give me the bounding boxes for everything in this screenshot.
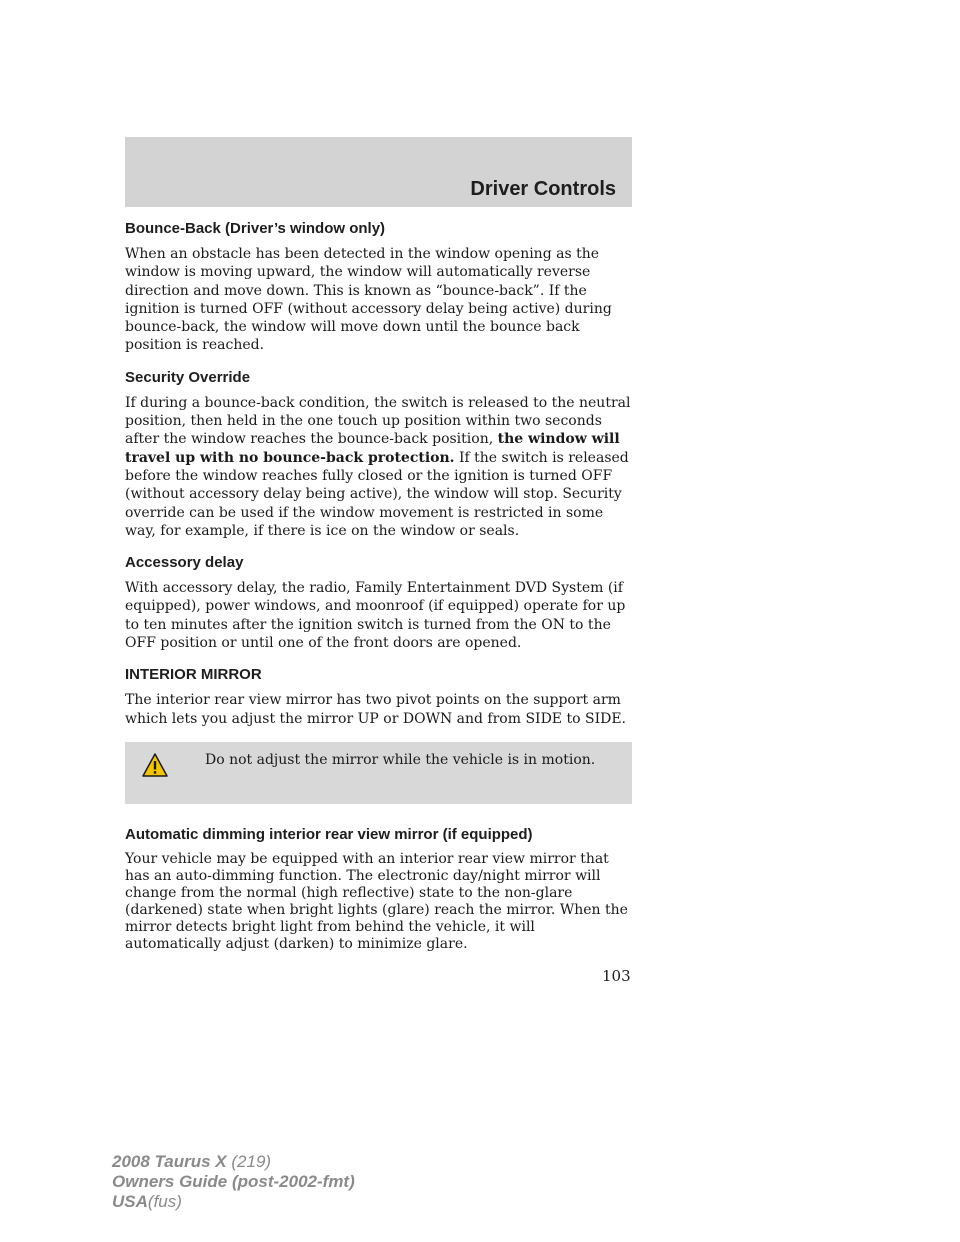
heading-accessory-delay: Accessory delay <box>125 554 244 572</box>
paragraph-accessory-delay: With accessory delay, the radio, Family Entertainment DVD System (if equipped), power windows, and moonroof (if equipped) operate for up to ten minutes after the ignition switch is turned from the ON to the OFF position or until one of the front doors are opened. <box>125 580 626 652</box>
document-footer <box>112 1152 355 1212</box>
paragraph-auto-dimming-mirror: Your vehicle may be equipped with an interior rear view mirror that has an auto-dimming function. The electronic day/night mirror will change from the normal (high reflective) state to the non-glare (darkened) state when bright lights (glare) reach the mirror. When the mirror detects bright light from behind the vehicle, it will automatically adjust (darken) to minimize glare. <box>125 850 628 952</box>
security-text-bold: the window will travel up with no bounce-back protection. <box>125 431 620 466</box>
paragraph-bounce-back: When an obstacle has been detected in the window opening as the window is moving upward, the window will automatically reverse direction and move down. This is known as “bounce-back”. If the ignition is turned OFF (without accessory delay being active) during bounce-back, the window will move down until the bounce back position is reached. <box>125 246 612 354</box>
warning-box <box>125 742 632 804</box>
page-number: 103 <box>602 967 631 985</box>
heading-auto-dimming-mirror: Automatic dimming interior rear view mirror (if equipped) <box>125 825 533 843</box>
section-header-band <box>125 137 632 207</box>
security-text-pre: If during a bounce-back condition, the switch is released to the neutral position, then held in the one touch up position within two seconds after the window reaches the bounce-back position, <box>125 394 631 448</box>
footer-line-1 <box>112 1152 355 1172</box>
heading-bounce-back: Bounce-Back (Driver’s window only) <box>125 220 386 237</box>
footer-model-code: (219) <box>231 1152 272 1171</box>
heading-interior-mirror: INTERIOR MIRROR <box>125 666 262 684</box>
page-content <box>125 220 632 967</box>
footer-market: USA <box>112 1192 148 1211</box>
footer-line-2: Owners Guide (post-2002-fmt) <box>112 1172 355 1191</box>
section-title: Driver Controls <box>470 178 616 200</box>
footer-model: 2008 Taurus X <box>112 1152 227 1171</box>
footer-line-3 <box>112 1192 355 1212</box>
heading-security-override: Security Override <box>125 368 251 386</box>
footer-market-code: (fus) <box>147 1192 182 1211</box>
paragraph-security-override <box>125 394 632 540</box>
paragraph-interior-mirror: The interior rear view mirror has two pivot points on the support arm which lets you adjust the mirror UP or DOWN and from SIDE to SIDE. <box>125 692 626 727</box>
security-text-post: If the switch is released before the window reaches fully closed or the ignition is turned OFF (without accessory delay being active), the window will stop. Security override can be used if the window movement is restricted in some way, for example, if there is ice on the window or seals. <box>125 449 629 539</box>
warning-text: Do not adjust the mirror while the vehicle is in motion. <box>205 751 596 768</box>
warning-triangle-icon <box>142 753 168 777</box>
